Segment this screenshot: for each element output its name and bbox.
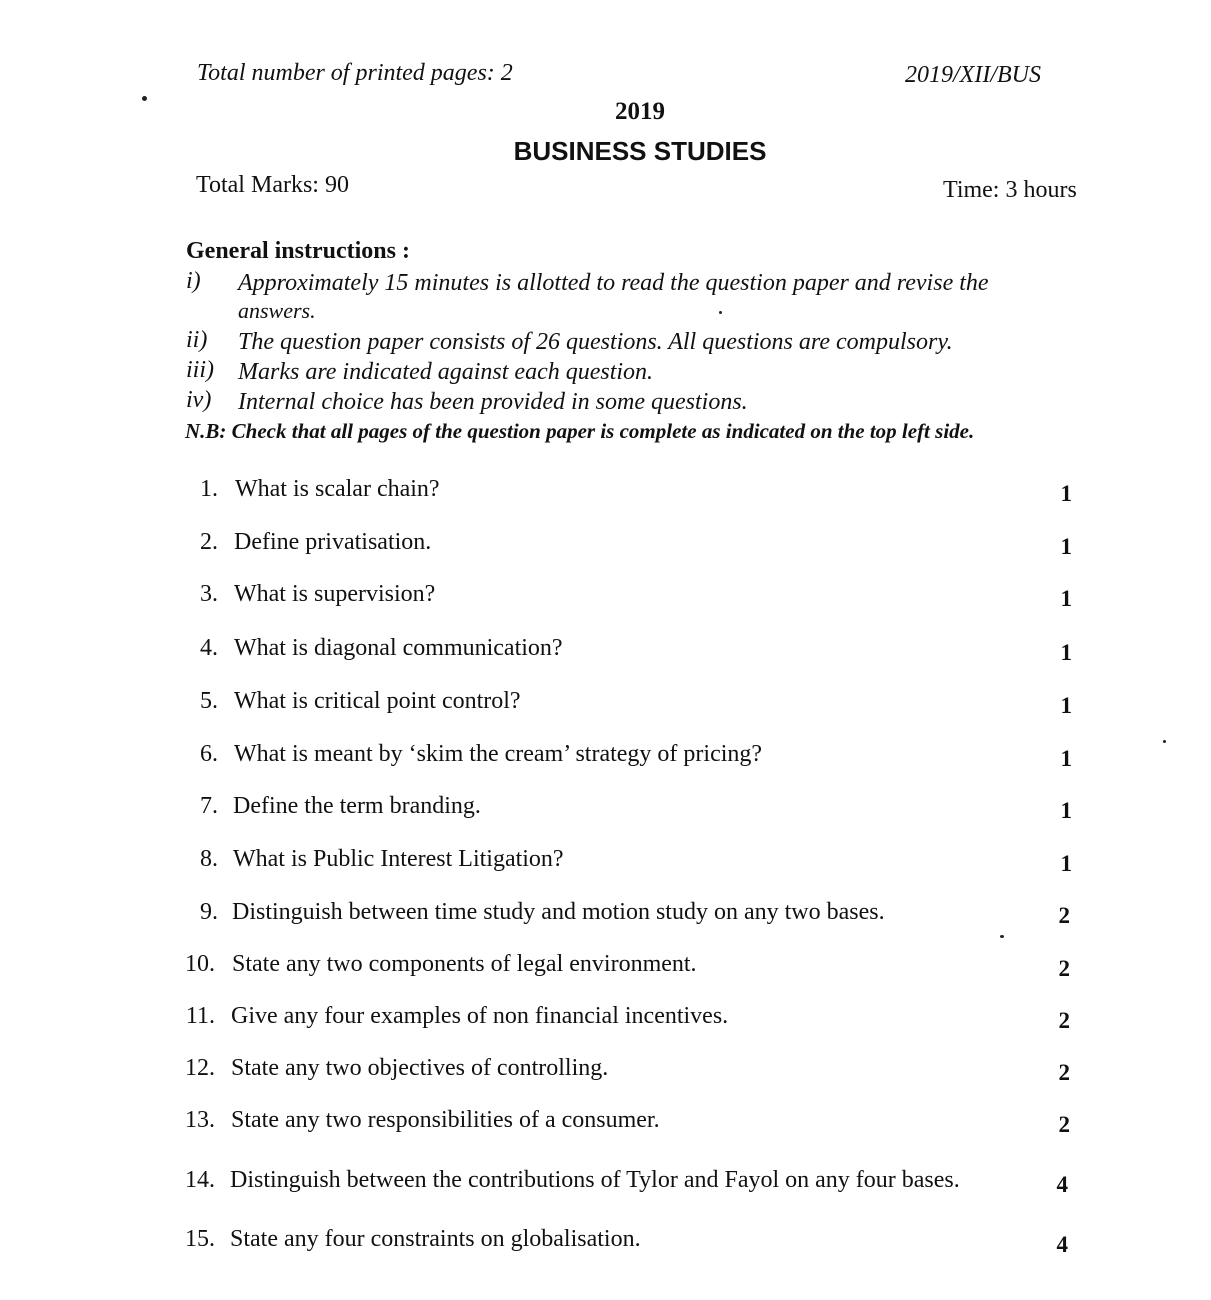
question-number: 7.	[200, 793, 218, 819]
question-marks: 1	[1060, 851, 1072, 876]
question-number: 8.	[200, 846, 218, 872]
question-number: 5.	[200, 688, 218, 714]
question-text: State any two responsibilities of a consumer.	[231, 1107, 660, 1133]
question-text: What is Public Interest Litigation?	[233, 846, 564, 872]
question-number: 13.	[185, 1107, 215, 1133]
question-number: 1.	[200, 476, 218, 502]
total-marks: Total Marks: 90	[196, 172, 349, 198]
question-marks: 1	[1060, 640, 1072, 665]
question-text: Define privatisation.	[234, 529, 432, 555]
nb-note: N.B: Check that all pages of the question paper is complete as indicated on the top left side.	[185, 419, 975, 443]
question-text: Give any four examples of non financial incentives.	[231, 1003, 729, 1029]
question-number: 11.	[185, 1003, 215, 1029]
question-number: 4.	[200, 635, 218, 661]
question-text: What is meant by ‘skim the cream’ strategy of pricing?	[234, 741, 763, 767]
question-text: What is supervision?	[234, 581, 436, 607]
instruction-text: The question paper consists of 26 questions. All questions are compulsory.	[238, 329, 953, 355]
question-text: What is scalar chain?	[235, 476, 440, 502]
question-marks: 1	[1060, 534, 1072, 559]
question-text: State any two components of legal environment.	[232, 951, 697, 977]
question-marks: 1	[1060, 798, 1072, 823]
question-text: Distinguish between time study and motion study on any two bases.	[232, 899, 885, 925]
question-text: Define the term branding.	[233, 793, 481, 819]
printed-pages-note: Total number of printed pages: 2	[197, 60, 513, 86]
scan-speck	[1163, 740, 1166, 743]
question-number: 6.	[200, 741, 218, 767]
question-number: 12.	[185, 1055, 215, 1081]
question-text: What is critical point control?	[234, 688, 521, 714]
instruction-text: Approximately 15 minutes is allotted to read the question paper and revise the	[238, 270, 989, 296]
scan-speck	[719, 311, 722, 314]
question-number: 10.	[185, 951, 215, 977]
scan-speck	[142, 96, 147, 101]
question-text: State any four constraints on globalisation.	[230, 1226, 641, 1252]
question-number: 15.	[185, 1226, 215, 1252]
instruction-text: Marks are indicated against each question.	[238, 359, 654, 385]
question-marks: 2	[1058, 956, 1070, 981]
question-number: 9.	[200, 899, 218, 925]
question-marks: 2	[1058, 1008, 1070, 1033]
instruction-number: iv)	[186, 387, 212, 413]
question-marks: 4	[1056, 1172, 1068, 1197]
question-marks: 1	[1060, 693, 1072, 718]
question-marks: 2	[1058, 903, 1070, 928]
question-marks: 2	[1058, 1112, 1070, 1137]
exam-year: 2019	[615, 98, 665, 125]
question-marks: 1	[1060, 481, 1072, 506]
question-text: Distinguish between the contributions of Tylor and Fayol on any four bases.	[230, 1167, 960, 1193]
instruction-number: i)	[186, 268, 201, 294]
instruction-number: iii)	[186, 357, 214, 383]
subject-title: BUSINESS STUDIES	[513, 136, 767, 166]
question-number: 3.	[200, 581, 218, 607]
question-text: What is diagonal communication?	[234, 635, 563, 661]
instruction-number: ii)	[186, 327, 208, 353]
instructions-title: General instructions :	[186, 238, 410, 264]
instruction-text: Internal choice has been provided in some questions.	[238, 389, 748, 415]
question-marks: 1	[1060, 586, 1072, 611]
question-marks: 4	[1056, 1232, 1068, 1257]
paper-code: 2019/XII/BUS	[905, 62, 1041, 88]
question-number: 2.	[200, 529, 218, 555]
question-number: 14.	[185, 1167, 215, 1193]
instruction-text-continued: answers.	[238, 298, 316, 323]
question-marks: 2	[1058, 1060, 1070, 1085]
time-allowed: Time: 3 hours	[943, 177, 1077, 203]
question-text: State any two objectives of controlling.	[231, 1055, 609, 1081]
question-marks: 1	[1060, 746, 1072, 771]
scan-speck	[1000, 935, 1004, 938]
